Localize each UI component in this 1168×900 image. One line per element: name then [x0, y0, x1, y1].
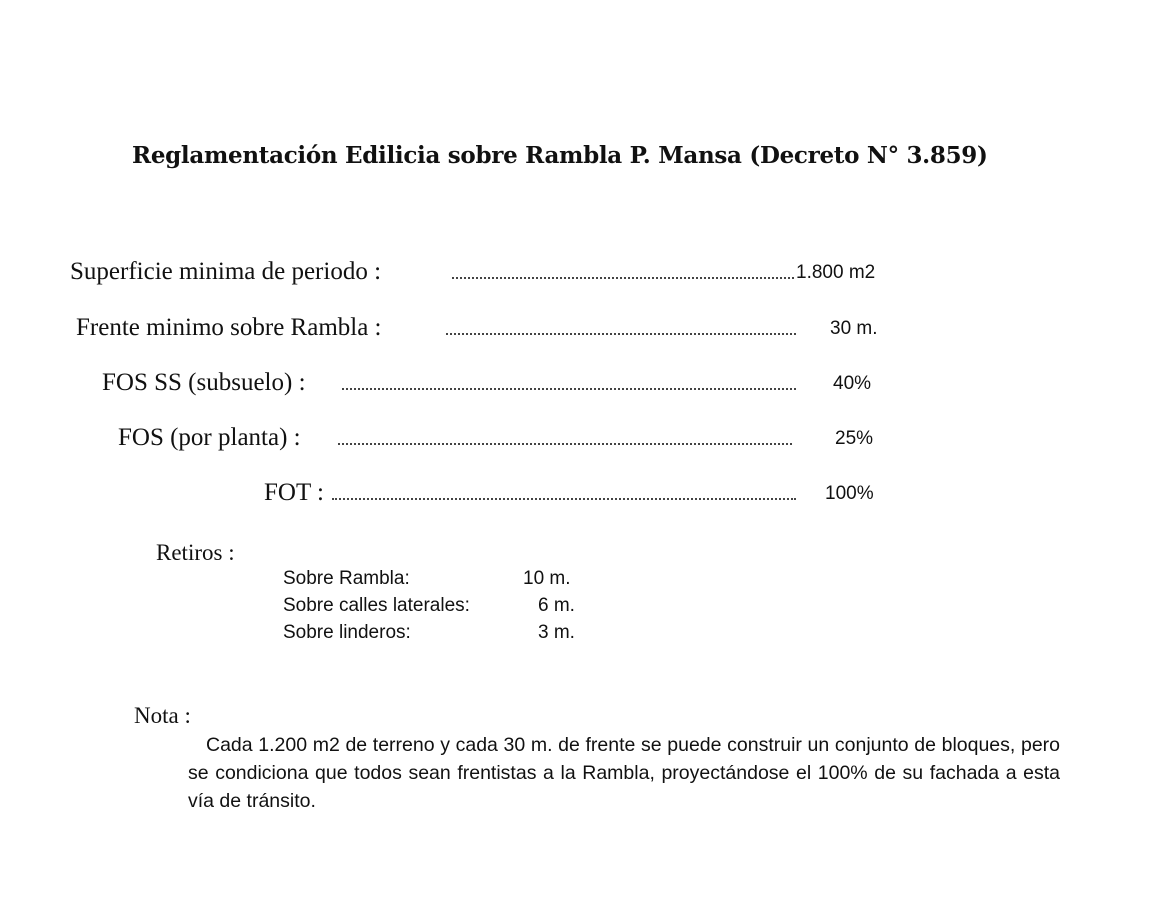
retiro-row-rambla	[283, 568, 603, 592]
spec-label: Frente minimo sobre Rambla :	[76, 314, 382, 341]
dotted-leader	[342, 388, 796, 390]
nota-heading: Nota :	[134, 703, 191, 728]
retiro-label: Sobre linderos:	[283, 622, 411, 643]
spec-row-superficie	[0, 258, 1168, 288]
dotted-leader	[452, 277, 794, 279]
spec-value: 100%	[825, 483, 874, 504]
spec-row-frente	[0, 314, 1168, 344]
spec-value: 30 m.	[830, 318, 878, 339]
spec-label: Superficie minima de periodo :	[70, 258, 382, 285]
spec-row-fos-planta	[0, 424, 1168, 454]
spec-row-fot	[0, 479, 1168, 509]
spec-row-fos-ss	[0, 369, 1168, 399]
retiro-label: Sobre calles laterales:	[283, 595, 470, 616]
retiros-heading: Retiros :	[156, 540, 235, 565]
retiro-row-linderos	[283, 622, 603, 646]
nota-paragraph: Cada 1.200 m2 de terreno y cada 30 m. de frente se puede construir un conjunto de bloques, pero se condiciona que todos sean frentistas a la Rambla, proyectándose el 100% de su fachada a esta vía de tránsito.	[188, 734, 1060, 812]
spec-label: FOS SS (subsuelo) :	[102, 369, 306, 396]
spec-value: 1.800 m2	[796, 262, 876, 283]
retiro-value: 6 m.	[538, 595, 575, 616]
document-title: Reglamentación Edilicia sobre Rambla P. Mansa (Decreto N° 3.859)	[132, 142, 988, 169]
spec-value: 25%	[835, 428, 874, 449]
spec-value: 40%	[833, 373, 872, 394]
retiro-label: Sobre Rambla:	[283, 568, 410, 589]
spec-label: FOT :	[264, 479, 324, 506]
dotted-leader	[338, 443, 792, 445]
dotted-leader	[446, 333, 796, 335]
retiro-row-laterales	[283, 595, 603, 619]
dotted-leader	[332, 498, 796, 500]
retiro-value: 10 m.	[523, 568, 571, 589]
spec-label: FOS (por planta) :	[118, 424, 301, 451]
retiro-value: 3 m.	[538, 622, 575, 643]
